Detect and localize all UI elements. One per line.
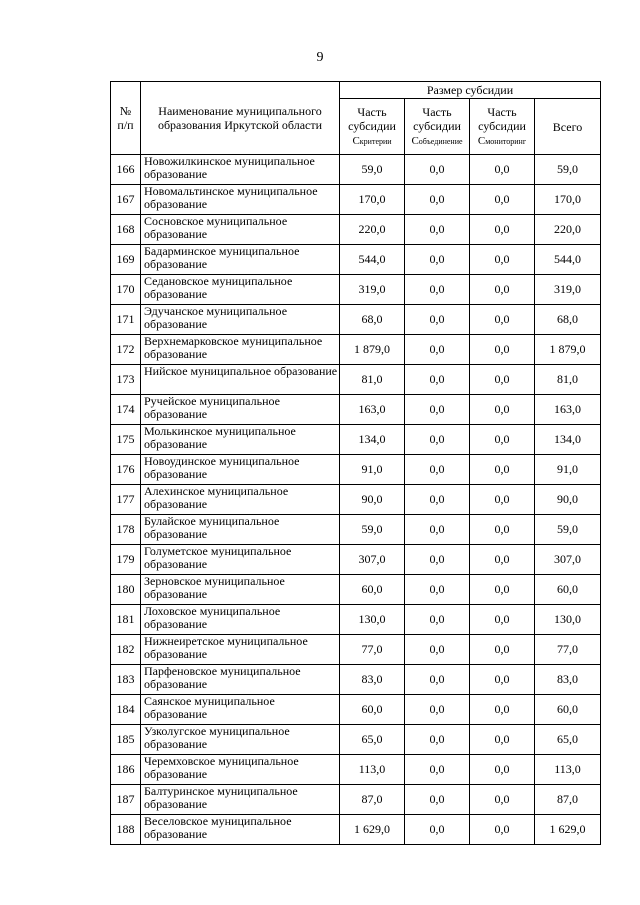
row-name: Сосновское муниципальное образование <box>141 215 340 245</box>
row-total-value: 59,0 <box>535 155 601 185</box>
table-row <box>111 395 601 425</box>
row-total-value: 59,0 <box>535 515 601 545</box>
row-monitoring-value: 0,0 <box>470 365 535 395</box>
row-criteria-value: 544,0 <box>340 245 405 275</box>
row-number: 171 <box>111 305 141 335</box>
row-monitoring-value: 0,0 <box>470 245 535 275</box>
row-name: Черемховское муниципальное образование <box>141 755 340 785</box>
row-merger-value: 0,0 <box>405 605 470 635</box>
table-row <box>111 425 601 455</box>
column-header-name: Наименование муниципального образования Иркутской области <box>141 82 340 155</box>
table-row <box>111 335 601 365</box>
row-name: Нижнеиретское муниципальное образование <box>141 635 340 665</box>
row-name: Балтуринское муниципальное образование <box>141 785 340 815</box>
row-number: 169 <box>111 245 141 275</box>
row-monitoring-value: 0,0 <box>470 155 535 185</box>
row-name: Новожилкинское муниципальное образование <box>141 155 340 185</box>
row-number: 176 <box>111 455 141 485</box>
row-merger-value: 0,0 <box>405 245 470 275</box>
row-name: Молькинское муниципальное образование <box>141 425 340 455</box>
row-number: 167 <box>111 185 141 215</box>
row-number: 182 <box>111 635 141 665</box>
row-merger-value: 0,0 <box>405 665 470 695</box>
row-total-value: 307,0 <box>535 545 601 575</box>
row-merger-value: 0,0 <box>405 455 470 485</box>
table-row <box>111 245 601 275</box>
row-criteria-value: 60,0 <box>340 575 405 605</box>
row-criteria-value: 220,0 <box>340 215 405 245</box>
row-monitoring-value: 0,0 <box>470 425 535 455</box>
merger-symbol: С <box>411 134 419 147</box>
row-merger-value: 0,0 <box>405 545 470 575</box>
row-number: 177 <box>111 485 141 515</box>
row-monitoring-value: 0,0 <box>470 725 535 755</box>
row-criteria-value: 59,0 <box>340 515 405 545</box>
row-monitoring-value: 0,0 <box>470 485 535 515</box>
row-merger-value: 0,0 <box>405 575 470 605</box>
row-name: Саянское муниципальное образование <box>141 695 340 725</box>
row-number: 170 <box>111 275 141 305</box>
row-name: Голуметское муниципальное образование <box>141 545 340 575</box>
row-merger-value: 0,0 <box>405 185 470 215</box>
row-number: 178 <box>111 515 141 545</box>
row-criteria-value: 68,0 <box>340 305 405 335</box>
row-number: 186 <box>111 755 141 785</box>
row-monitoring-value: 0,0 <box>470 755 535 785</box>
row-merger-value: 0,0 <box>405 365 470 395</box>
row-number: 166 <box>111 155 141 185</box>
row-merger-value: 0,0 <box>405 215 470 245</box>
row-total-value: 68,0 <box>535 305 601 335</box>
row-criteria-value: 87,0 <box>340 785 405 815</box>
row-criteria-value: 113,0 <box>340 755 405 785</box>
column-header-merger <box>405 99 470 155</box>
row-name: Ручейское муниципальное образование <box>141 395 340 425</box>
table-row <box>111 455 601 485</box>
row-total-value: 134,0 <box>535 425 601 455</box>
row-total-value: 220,0 <box>535 215 601 245</box>
row-total-value: 319,0 <box>535 275 601 305</box>
row-monitoring-value: 0,0 <box>470 815 535 845</box>
row-total-value: 60,0 <box>535 695 601 725</box>
row-merger-value: 0,0 <box>405 485 470 515</box>
monitoring-symbol: С <box>477 134 486 147</box>
row-criteria-value: 134,0 <box>340 425 405 455</box>
row-name: Парфеновское муниципальное образование <box>141 665 340 695</box>
row-merger-value: 0,0 <box>405 155 470 185</box>
table-row <box>111 575 601 605</box>
row-merger-value: 0,0 <box>405 305 470 335</box>
row-criteria-value: 130,0 <box>340 605 405 635</box>
row-total-value: 91,0 <box>535 455 601 485</box>
criteria-subscript: критерии <box>359 136 392 146</box>
row-merger-value: 0,0 <box>405 755 470 785</box>
table-row <box>111 665 601 695</box>
row-criteria-value: 81,0 <box>340 365 405 395</box>
row-name: Новомальтинское муниципальное образование <box>141 185 340 215</box>
row-merger-value: 0,0 <box>405 335 470 365</box>
row-criteria-value: 65,0 <box>340 725 405 755</box>
row-total-value: 83,0 <box>535 665 601 695</box>
row-name: Лоховское муниципальное образование <box>141 605 340 635</box>
row-total-value: 60,0 <box>535 575 601 605</box>
row-number: 179 <box>111 545 141 575</box>
row-monitoring-value: 0,0 <box>470 335 535 365</box>
table-row <box>111 515 601 545</box>
table-row <box>111 725 601 755</box>
row-number: 181 <box>111 605 141 635</box>
table-row <box>111 185 601 215</box>
column-header-total: Всего <box>535 99 601 155</box>
row-number: 188 <box>111 815 141 845</box>
row-merger-value: 0,0 <box>405 395 470 425</box>
row-merger-value: 0,0 <box>405 725 470 755</box>
table-row <box>111 755 601 785</box>
merger-word1: Часть <box>422 104 452 119</box>
row-name: Нийское муниципальное образование <box>141 365 340 395</box>
table-body <box>111 155 601 845</box>
table-row <box>111 365 601 395</box>
table-row <box>111 695 601 725</box>
table-row <box>111 635 601 665</box>
row-monitoring-value: 0,0 <box>470 605 535 635</box>
row-number: 184 <box>111 695 141 725</box>
row-criteria-value: 1 629,0 <box>340 815 405 845</box>
column-header-number: № п/п <box>111 82 141 155</box>
row-criteria-value: 83,0 <box>340 665 405 695</box>
monitoring-word2: субсидии <box>478 118 526 133</box>
row-total-value: 113,0 <box>535 755 601 785</box>
table-row <box>111 305 601 335</box>
monitoring-word1: Часть <box>487 104 517 119</box>
row-merger-value: 0,0 <box>405 695 470 725</box>
row-criteria-value: 59,0 <box>340 155 405 185</box>
row-number: 173 <box>111 365 141 395</box>
row-merger-value: 0,0 <box>405 275 470 305</box>
row-criteria-value: 163,0 <box>340 395 405 425</box>
row-criteria-value: 60,0 <box>340 695 405 725</box>
row-total-value: 87,0 <box>535 785 601 815</box>
row-total-value: 130,0 <box>535 605 601 635</box>
criteria-word1: Часть <box>357 104 387 119</box>
table-row <box>111 485 601 515</box>
row-monitoring-value: 0,0 <box>470 785 535 815</box>
row-name: Алехинское муниципальное образование <box>141 485 340 515</box>
row-monitoring-value: 0,0 <box>470 305 535 335</box>
row-monitoring-value: 0,0 <box>470 695 535 725</box>
column-header-monitoring <box>470 99 535 155</box>
table-row <box>111 155 601 185</box>
row-merger-value: 0,0 <box>405 785 470 815</box>
row-name: Верхнемарковское муниципальное образование <box>141 335 340 365</box>
table-row <box>111 785 601 815</box>
table-row <box>111 815 601 845</box>
row-number: 180 <box>111 575 141 605</box>
row-criteria-value: 307,0 <box>340 545 405 575</box>
row-criteria-value: 319,0 <box>340 275 405 305</box>
row-merger-value: 0,0 <box>405 635 470 665</box>
table-header <box>111 82 601 155</box>
row-criteria-value: 91,0 <box>340 455 405 485</box>
table-row <box>111 545 601 575</box>
row-criteria-value: 90,0 <box>340 485 405 515</box>
row-name: Зерновское муниципальное образование <box>141 575 340 605</box>
row-monitoring-value: 0,0 <box>470 215 535 245</box>
merger-subscript: объединение <box>418 136 463 146</box>
column-group-header-subsidy-size: Размер субсидии <box>340 82 601 99</box>
monitoring-subscript: мониторинг <box>485 136 527 146</box>
criteria-symbol: С <box>352 134 360 147</box>
row-criteria-value: 1 879,0 <box>340 335 405 365</box>
column-header-criteria <box>340 99 405 155</box>
row-total-value: 77,0 <box>535 635 601 665</box>
row-monitoring-value: 0,0 <box>470 395 535 425</box>
row-name: Узколугское муниципальное образование <box>141 725 340 755</box>
row-number: 185 <box>111 725 141 755</box>
row-number: 187 <box>111 785 141 815</box>
row-name: Булайское муниципальное образование <box>141 515 340 545</box>
table-row <box>111 275 601 305</box>
row-total-value: 170,0 <box>535 185 601 215</box>
row-merger-value: 0,0 <box>405 515 470 545</box>
row-number: 174 <box>111 395 141 425</box>
row-total-value: 90,0 <box>535 485 601 515</box>
row-monitoring-value: 0,0 <box>470 515 535 545</box>
row-total-value: 1 629,0 <box>535 815 601 845</box>
row-name: Новоудинское муниципальное образование <box>141 455 340 485</box>
row-number: 172 <box>111 335 141 365</box>
row-merger-value: 0,0 <box>405 815 470 845</box>
row-monitoring-value: 0,0 <box>470 455 535 485</box>
row-monitoring-value: 0,0 <box>470 185 535 215</box>
row-name: Бадарминское муниципальное образование <box>141 245 340 275</box>
row-name: Веселовское муниципальное образование <box>141 815 340 845</box>
row-monitoring-value: 0,0 <box>470 545 535 575</box>
row-total-value: 81,0 <box>535 365 601 395</box>
criteria-word2: субсидии <box>348 118 396 133</box>
row-total-value: 1 879,0 <box>535 335 601 365</box>
row-total-value: 163,0 <box>535 395 601 425</box>
row-name: Эдучанское муниципальное образование <box>141 305 340 335</box>
row-monitoring-value: 0,0 <box>470 635 535 665</box>
row-criteria-value: 77,0 <box>340 635 405 665</box>
merger-word2: субсидии <box>413 118 461 133</box>
row-monitoring-value: 0,0 <box>470 575 535 605</box>
subsidy-table <box>110 81 601 845</box>
row-total-value: 65,0 <box>535 725 601 755</box>
row-number: 168 <box>111 215 141 245</box>
row-monitoring-value: 0,0 <box>470 275 535 305</box>
row-merger-value: 0,0 <box>405 425 470 455</box>
row-total-value: 544,0 <box>535 245 601 275</box>
row-number: 183 <box>111 665 141 695</box>
table-row <box>111 605 601 635</box>
page-number: 9 <box>316 50 324 65</box>
row-number: 175 <box>111 425 141 455</box>
row-name: Седановское муниципальное образование <box>141 275 340 305</box>
table-row <box>111 215 601 245</box>
row-criteria-value: 170,0 <box>340 185 405 215</box>
row-monitoring-value: 0,0 <box>470 665 535 695</box>
